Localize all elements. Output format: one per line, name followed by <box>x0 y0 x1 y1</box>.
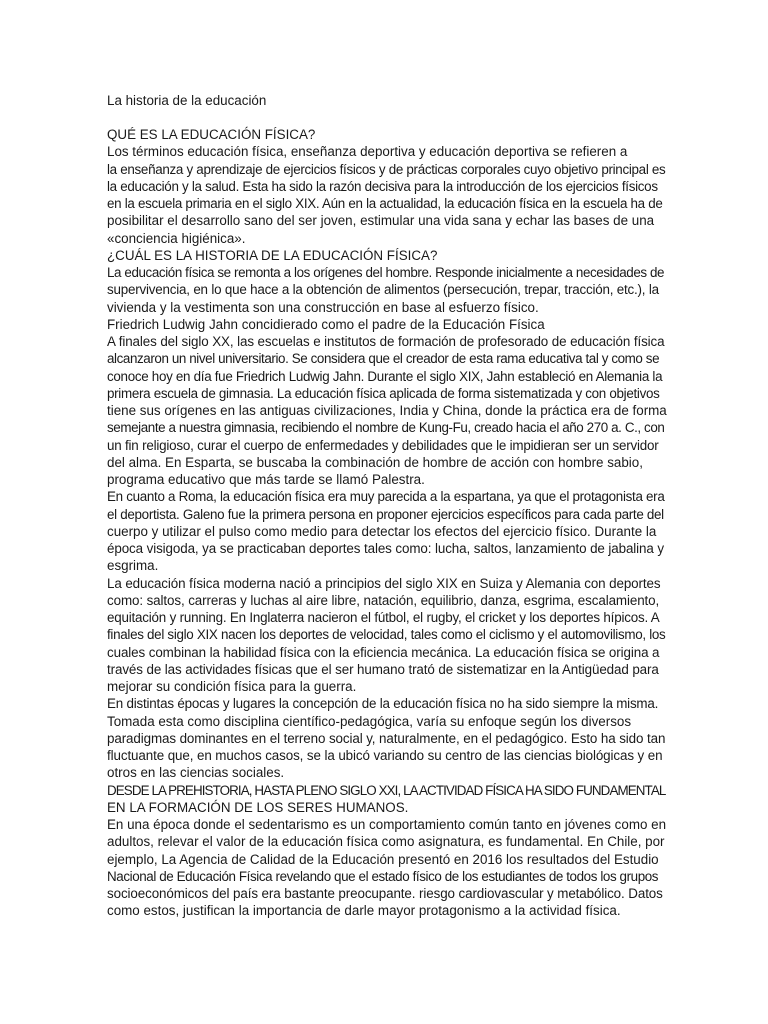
text-line: equitación y running. En Inglaterra nacieron el fútbol, el rugby, el cricket y los deportes hípicos. A <box>107 610 660 626</box>
text-line: programa educativo que más tarde se llamó Palestra. <box>107 472 425 488</box>
text-line: En una época donde el sedentarismo es un comportamiento común tanto en jóvenes como en <box>107 817 667 833</box>
text-line: posibilitar el desarrollo sano del ser joven, estimular una vida sana y echar las bases de una <box>107 213 655 229</box>
text-line: paradigmas dominantes en el terreno social y, naturalmente, en el pedagógico. Esto ha sido tan <box>107 730 666 746</box>
text-line: Tomada esta como disciplina científico-pedagógica, varía su enfoque según los diversos <box>107 713 632 729</box>
text-line: primera escuela de gimnasia. La educación física aplicada de forma sistematizada y con objetivos <box>107 385 660 401</box>
text-line: cuales combinan la habilidad física con la eficiencia mecánica. La educación física se origina a <box>107 644 660 660</box>
text-line: DESDE LA PREHISTORIA, HASTA PLENO SIGLO XXI, LA ACTIVIDAD FÍSICA HA SIDO FUNDAMENTAL <box>107 782 666 798</box>
text-line: fluctuante que, en muchos casos, se la ubicó variando su centro de las ciencias biológicas y en <box>107 748 663 764</box>
document-body <box>107 126 667 920</box>
text-line: el deportista. Galeno fue la primera persona en proponer ejercicios específicos para cada parte del <box>107 506 664 522</box>
text-line: época visigoda, ya se practicaban deportes tales como: lucha, saltos, lanzamiento de jabalina y <box>107 541 664 557</box>
text-line: supervivencia, en lo que hace a la obtención de alimentos (persecución, trepar, tracción, etc.), la <box>107 282 659 298</box>
text-line: EN LA FORMACIÓN DE LOS SERES HUMANOS. <box>107 799 409 815</box>
text-line: cuerpo y utilizar el pulso como medio para detectar los efectos del ejercicio físico. Durante la <box>107 523 657 539</box>
text-line: La educación física moderna nació a principios del siglo XIX en Suiza y Alemania con deportes <box>107 575 661 591</box>
text-line: como: saltos, carreras y luchas al aire libre, natación, equilibrio, danza, esgrima, escalamiento, <box>107 592 660 608</box>
text-line: la educación y la salud. Esta ha sido la razón decisiva para la introducción de los ejercicios físicos <box>107 178 658 194</box>
text-line: Nacional de Educación Física revelando que el estado físico de los estudiantes de todos los grupos <box>107 868 659 884</box>
text-line: en la escuela primaria en el siglo XIX. Aún en la actualidad, la educación física en la escuela ha de <box>107 196 663 212</box>
text-line: ejemplo, La Agencia de Calidad de la Educación presentó en 2016 los resultados del Estudio <box>107 851 659 867</box>
text-line: «conciencia higiénica». <box>107 230 246 246</box>
document-title: La historia de la educación <box>107 93 267 108</box>
text-line: socioeconómicos del país era bastante preocupante. riesgo cardiovascular y metabólico. Datos <box>107 886 663 902</box>
text-line: mejorar su condición física para la guerra. <box>107 679 357 695</box>
text-line: como estos, justifican la importancia de darle mayor protagonismo a la actividad física. <box>107 903 621 919</box>
text-line: ¿CUÁL ES LA HISTORIA DE LA EDUCACIÓN FÍSICA? <box>107 247 438 263</box>
text-line: semejante a nuestra gimnasia, recibiendo el nombre de Kung-Fu, creado hacia el año 270 a. C., con <box>107 420 665 436</box>
text-line: finales del siglo XIX nacen los deportes de velocidad, tales como el ciclismo y el automovilismo, los <box>107 627 666 643</box>
text-line: otros en las ciencias sociales. <box>107 765 285 781</box>
text-line: del alma. En Esparta, se buscaba la combinación de hombre de acción con hombre sabio, <box>107 454 643 470</box>
text-line: La educación física se remonta a los orígenes del hombre. Responde inicialmente a necesidades de <box>107 265 665 281</box>
text-line: A finales del siglo XX, las escuelas e institutos de formación de profesorado de educación física <box>107 334 665 350</box>
text-line: Los términos educación física, enseñanza deportiva y educación deportiva se refieren a <box>107 144 628 160</box>
text-line: conoce hoy en día fue Friedrich Ludwig Jahn. Durante el siglo XIX, Jahn estableció en Alemania la <box>107 368 663 384</box>
text-line: alcanzaron un nivel universitario. Se considera que el creador de esta rama educativa tal y como se <box>107 351 660 367</box>
text-line: En cuanto a Roma, la educación física era muy parecida a la espartana, ya que el protagonista era <box>107 489 665 505</box>
text-line: la enseñanza y aprendizaje de ejercicios físicos y de prácticas corporales cuyo objetivo principal es <box>107 161 666 177</box>
text-line: vivienda y la vestimenta son una construcción en base al esfuerzo físico. <box>107 299 539 315</box>
text-line: adultos, relevar el valor de la educación física como asignatura, es fundamental. En Chile, por <box>107 834 665 850</box>
text-line: QUÉ ES LA EDUCACIÓN FÍSICA? <box>107 127 316 143</box>
text-line: En distintas épocas y lugares la concepción de la educación física no ha sido siempre la misma. <box>107 696 659 712</box>
text-line: través de las actividades físicas que el ser humano trató de sistematizar en la Antigüedad para <box>107 661 659 677</box>
document-page <box>107 92 667 920</box>
text-line: un fin religioso, curar el cuerpo de enfermedades y debilidades que le impidieran ser un servidor <box>107 437 659 453</box>
text-line: esgrima. <box>107 558 159 574</box>
text-line: tiene sus orígenes en las antiguas civilizaciones, India y China, donde la práctica era de forma <box>107 403 667 419</box>
text-line: Friedrich Ludwig Jahn concidierado como el padre de la Educación Física <box>107 316 545 332</box>
